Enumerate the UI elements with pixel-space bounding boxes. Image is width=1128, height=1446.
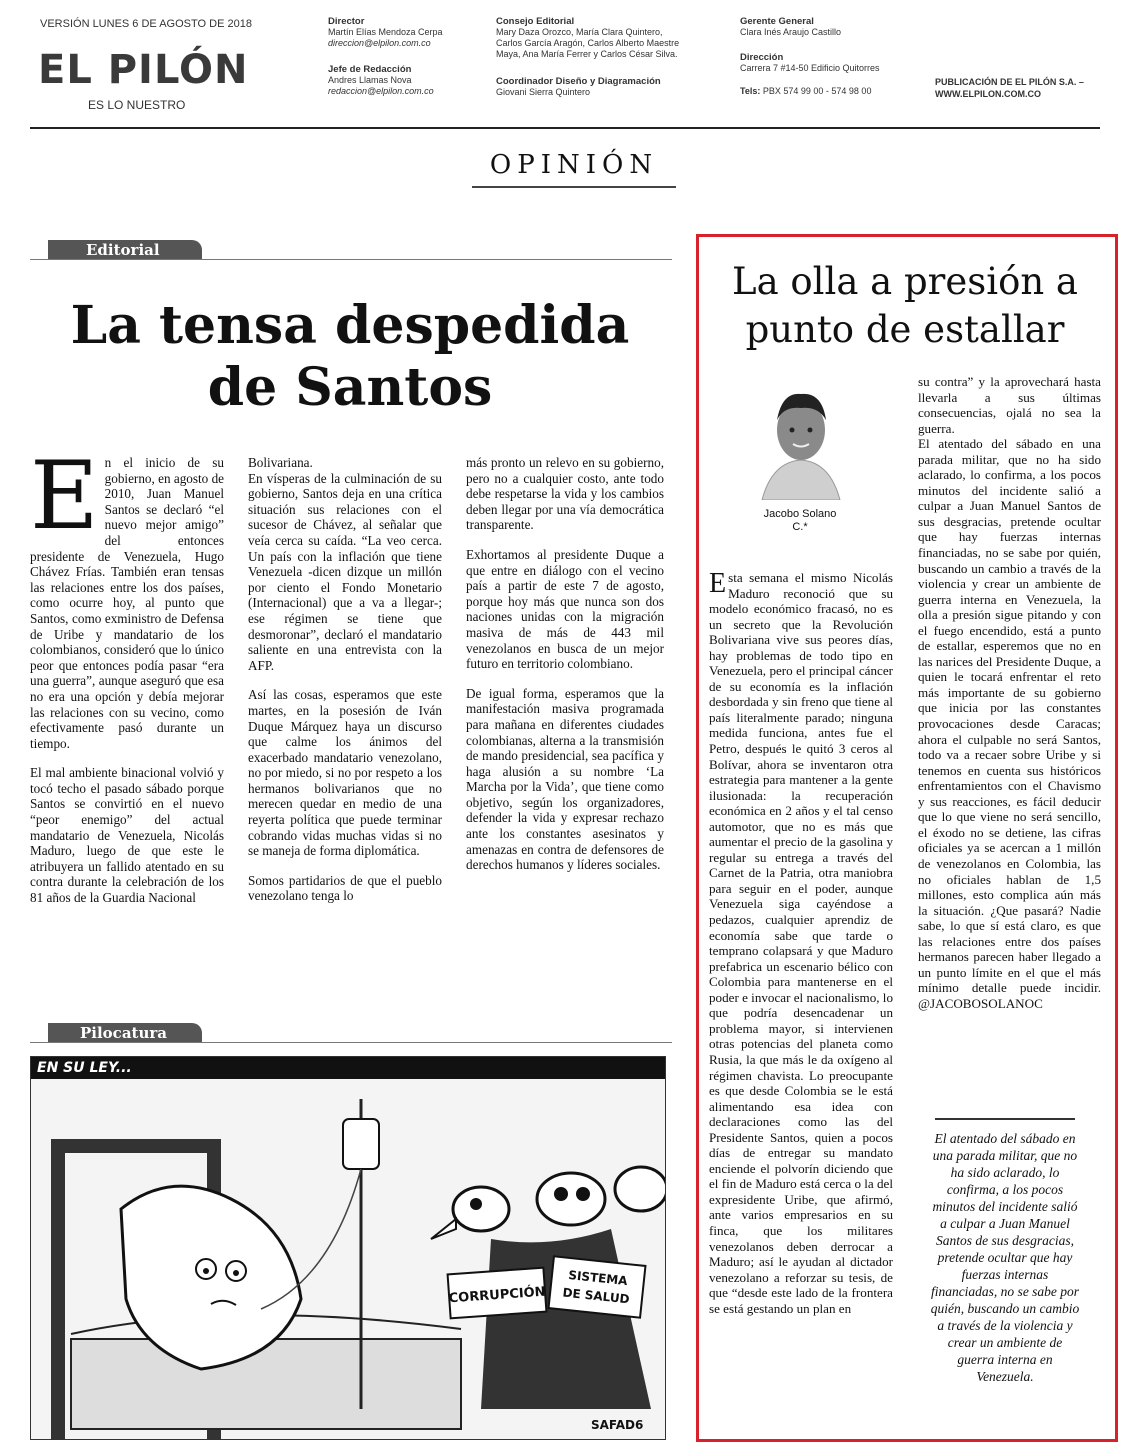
- publisher-info: PUBLICACIÓN DE EL PILÓN S.A. – WWW.ELPILON.COM.CO: [935, 77, 1084, 99]
- sign-health-line-1: SISTEMA: [567, 1267, 629, 1289]
- editorial-headline: La tensa despedida de Santos: [70, 295, 630, 418]
- cartoon-title-bar: [31, 1057, 665, 1079]
- editorial-column-1: En el inicio de su gobierno, en agosto de 2010, Juan Manuel Santos se declaró “el nuevo mejor amigo” del entonces presidente de Venezuela, Hugo Chávez Frías. También eran tensas las relaciones entre los dos países, como ocurre hoy, al punto que Santos, como exministro de Defensa de Uribe y mandatario de los colombianos, consideró que lo único peor que entonces podía pasar “era una guerra”, aunque aseguró que esa no era una opción y debía mejorar las relaciones con su vecino, como efectivamente pasó durante un tiempo. El mal ambiente binacional volvió y tocó techo el pasado sábado porque Santos se convirtió en el nuevo “peor enemigo” del actual mandatario de Venezuela, Nicolás Maduro, luego de que este le atribuyera un fallido atentado en su contra durante la celebración de los 81 años de la Guardia Nacional: [30, 442, 225, 906]
- staff-editor-in-chief: Jefe de Redacción Andres Llamas Nova redaccion@elpilon.com.co: [328, 64, 434, 96]
- newspaper-logo: EL PILÓN: [38, 47, 249, 93]
- staff-phones: Tels: PBX 574 99 00 - 574 98 00: [740, 86, 872, 96]
- cartoon-illustration: [31, 1079, 666, 1440]
- author-name: Jacobo Solano: [763, 508, 837, 520]
- pullquote: El atentado del sábado en una parada militar, que no ha sido aclarado, lo confirma, a los pocos minutos del incidente salió a culpar a Juan Manuel Santos de sus desgracias, pretende ocultar que hay fuerzas internas financiadas, no se sabe por quién, buscando un cambio a través de la violencia y crear un ambiente de guerra interna en Venezuela.: [930, 1131, 1080, 1384]
- author-photo: [752, 382, 850, 500]
- section-title: OPINIÓN: [472, 150, 676, 188]
- pullquote-rule: [935, 1118, 1075, 1120]
- cartoon-tag: Pilocatura: [48, 1023, 202, 1043]
- editorial-column-3: más pronto un relevo en su gobierno, pero no a cualquier costo, ante todo debe respetarse la vida y los cambios deben llegar por una vía democrática transparente. Exhortamos al presidente Duque a que entre en diálogo con el vecino país a partir de este 7 de agosto, porque hoy más que nunca son dos naciones unidas con la migración masiva de más de 443 mil venezolanos en busca de un mejor futuro en territorio colombiano. De igual forma, esperamos que la manifestación masiva programada para mañana en diferentes ciudades colombianas, alterna a la transmisión de mando presidencial, sea pacífica y haga alusión a su nombre ‘La Marcha por la Vida’, que tiene como objetivo, según los organizadores, defender la vida y expresar rechazo ante los constantes asesinatos y amenazas en contra de defensores de derechos humanos y líderes sociales.: [466, 455, 664, 873]
- cartoon-tag-rule: [30, 1042, 672, 1043]
- editorial-dropcap: E: [30, 442, 99, 551]
- editorial-column-2: Bolivariana. En vísperas de la culminación de su gobierno, Santos deja en una crítica situación sus relaciones con el sucesor de Chávez, al señalar que veía cerca su caída. “La veo cerca. Un país con la inflación que tiene Venezuela -dicen dizque un millón por ciento el Fondo Monetario (Internacional) que a va a llegar-; ese régimen se tiene que desmoronar”, declaró el mandatario saliente en una entrevista con la AFP. Así las cosas, esperamos que este martes, en la posesión de Iván Duque Márquez haya un discurso que calme los ánimos del exacerbado mandatario venezolano, no por miedo, si no por respeto a los hermanos bolivarianos que no merecen quedar en medio de una reyerta política que puede terminar cobrando vidas muchas vidas si no se maneja de forma diplomática. Somos partidarios de que el pueblo venezolano tenga lo: [248, 455, 442, 904]
- staff-general-manager: Gerente General Clara Inés Araujo Castillo: [740, 16, 842, 37]
- vulture-bodies: [481, 1229, 651, 1409]
- sign-corruption-text: CORRUPCIÓN: [448, 1284, 547, 1307]
- bed-sheet: [71, 1339, 461, 1429]
- opinion-column-2: su contra” y la aprovechará hasta llevarla a sus últimas consecuencias, ojalá no sea la guerra. El atentado del sábado en una parada militar, que no ha sido aclarado, lo confirma, a los pocos minutos del incidente salió a culpar a Juan Manuel Santos de sus desgracias, pretende ocultar que hay fuerzas internas financiadas, no se sabe por quién, buscando un cambio a través de la violencia y crear un ambiente de guerra interna en Venezuela, la olla a presión sigue pitando y con el fuego encendido, está a punto de estallar, esperemos que no en las narices del Presidente Duque, a quien le tocará enfrentar el reto más importante de su gobierno que inicia por las constantes provocaciones desde Caracas; ahora el culpable no será Santos, todo va a recaer sobre Uribe y si tenemos en cuenta sus históricos enfrentamientos con el Chavismo y sus reacciones, es fácil deducir que lo que viene no será sencillo, el éxodo no se detiene, las cifras oficiales ya se acercan a 1 millón de venezolanos en Colombia, las no oficiales hablan de 1,5 millones, esto complica aún más la situación. ¿Que pasará? Nadie sabe, lo que sí está claro, es que las relaciones entre dos países hermanos parecen haber llegado a un punto límite en el que el más mínimo detalle puede incidir. @JACOBOSOLANOC: [918, 374, 1101, 1011]
- author-byline: [745, 508, 855, 534]
- editorial-cartoon: [30, 1056, 666, 1440]
- cartoon-label: EN SU LEY...: [37, 1060, 132, 1076]
- staff-address: Dirección Carrera 7 #14-50 Edificio Quitorres: [740, 52, 880, 73]
- bed-frame: [51, 1139, 221, 1153]
- masthead-rule: [30, 127, 1100, 129]
- staff-editorial-board: Consejo Editorial Mary Daza Orozco, María Clara Quintero, Carlos García Aragón, Carlos Alberto Maestre Maya, Ana María Ferrer y Carlos César Silva.: [496, 16, 680, 59]
- sign-health-line-2: DE SALUD: [561, 1285, 631, 1307]
- opinion-column-1: Esta semana el mismo Nicolás Maduro reconoció que su modelo económico fracasó, no es un secreto que la Revolución Bolivariana vive sus peores días, hay problemas de todo tipo en Venezuela, pero el principal cáncer de su economía es la inflación desbordada y sin freno que tiene al país literalmente parado; ninguna medida funciona, antes fue el Petro, después le quitó 3 ceros al Bolívar, ahora se inventaron otra estrategia para mantener a la gente ilusionada: la recuperación económica en 2 años y el tal censo automotor, que no es más que aumentar el precio de la gasolina y regular su entrega a través del Carnet de la Patria, otra maniobra para seguir en el poder, aunque Venezuela siga cayéndose a pedazos, cualquier aprendiz de economía sabe que tarde o temprano colapsará y que Maduro prefabrica un escenario bélico con Colombia para mantenerse en el poder e invocar el nacionalismo, lo que podría desencadenar un problema mayor, si intervienen otras potencias del planeta como Rusia, la que más le da oxígeno al régimen chavista. Lo preocupante es que desde Colombia se le está alimentando esa idea con declaraciones como las del Presidente Santos, quien a pocos días de entregar su mandato enciende el polvorín diciendo que el fin de Maduro está cerca o la del expresidente Uribe, que afirmó, ante varios empresarios en su finca, que los militares venezolanos deben derrocar a Maduro; así le ayudan al dictador venezolano a reforzar su tesis, de que “desde este lado de la frontera se está gestando un plan en: [709, 568, 893, 1316]
- author-suffix: C.*: [792, 521, 808, 533]
- opinion-dropcap: E: [709, 568, 727, 599]
- edition-date: VERSIÓN LUNES 6 DE AGOSTO DE 2018: [40, 18, 252, 30]
- editorial-tag-rule: [30, 259, 672, 260]
- editorial-tag: Editorial: [48, 240, 202, 260]
- vulture-head-1: [453, 1187, 509, 1231]
- opinion-headline: La olla a presión a punto de estallar: [732, 260, 1078, 351]
- vulture-head-3: [615, 1167, 666, 1211]
- iv-bag: [343, 1119, 379, 1169]
- newspaper-tagline: ES LO NUESTRO: [88, 98, 186, 112]
- staff-director: Director Martín Elías Mendoza Cerpa direccion@elpilon.com.co: [328, 16, 443, 48]
- cartoon-signature: SAFAD6: [591, 1418, 644, 1432]
- staff-design-coordinator: Coordinador Diseño y Diagramación Giovani Sierra Quintero: [496, 76, 661, 97]
- vulture-head-2: [537, 1173, 605, 1225]
- bed-post: [51, 1139, 65, 1439]
